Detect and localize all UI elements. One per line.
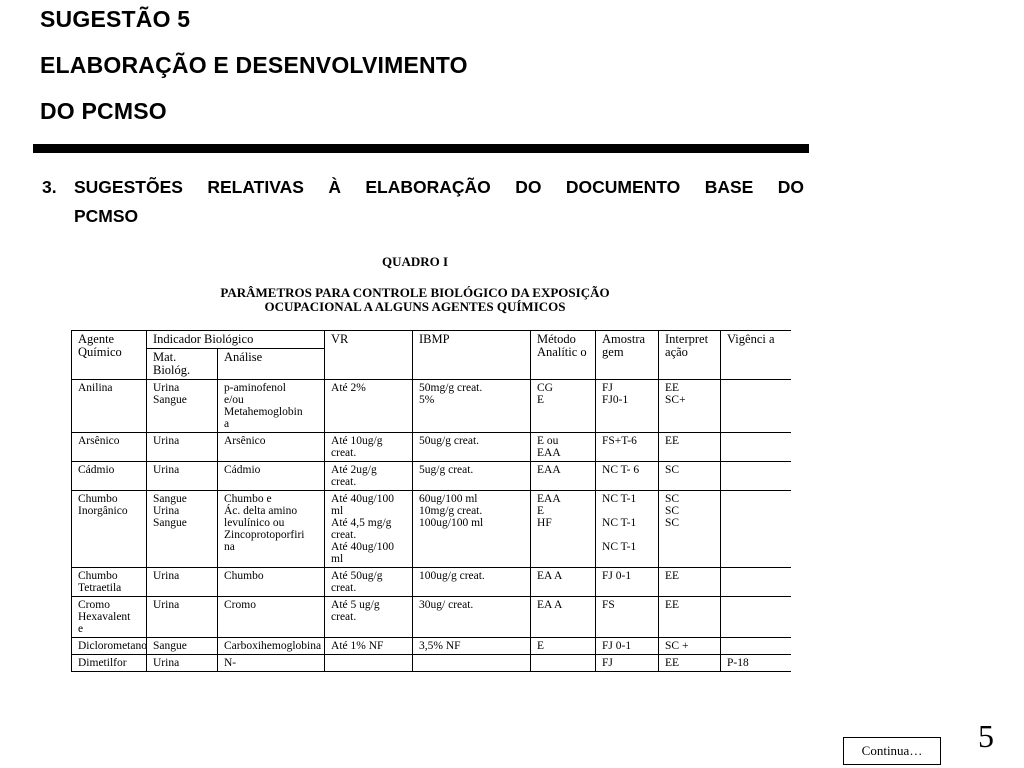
cell-interpret: EE [659,568,721,597]
table-row [72,568,792,597]
table-header-row [72,331,792,349]
cell-vigencia [721,433,791,462]
cell-metodo: EAA [531,462,596,491]
cell-agente: Dimetilfor [72,655,147,672]
cell-mat: Sangue [147,638,218,655]
table-row [72,433,792,462]
quadro-title: QUADRO I [381,254,449,269]
cell-amostra: FJ [596,655,659,672]
cell-agente: Arsênico [72,433,147,462]
cell-analise: Carboxihemoglobina [218,638,325,655]
cell-interpret: EE SC+ [659,380,721,433]
cell-ibmp: 30ug/ creat. [413,597,531,638]
quadro-subtitle-line-1: PARÂMETROS PARA CONTROLE BIOLÓGICO DA EXPOSIÇÃO [220,285,610,300]
table-row [72,491,792,568]
cell-mat: Urina [147,568,218,597]
cell-metodo: EA A [531,568,596,597]
cell-ibmp: 50ug/g creat. [413,433,531,462]
header-vigencia: Vigênci a [721,331,791,380]
heading-line-2: ELABORAÇÃO E DESENVOLVIMENTO [40,52,468,78]
parameters-table-wrapper [71,330,791,733]
cell-mat: Urina [147,655,218,672]
section-title [42,173,804,231]
cell-mat: Urina [147,462,218,491]
cell-agente: Chumbo Inorgânico [72,491,147,568]
cell-analise: p-aminofenol e/ou Metahemoglobin a [218,380,325,433]
cell-metodo [531,655,596,672]
cell-vr: Até 10ug/g creat. [325,433,413,462]
header-interpret: Interpret ação [659,331,721,380]
header-amostra: Amostra gem [596,331,659,380]
cell-interpret: EE [659,433,721,462]
cell-interpret: SC [659,462,721,491]
cell-vigencia [721,462,791,491]
heading-divider [33,144,809,153]
cell-interpret: EE [659,655,721,672]
cell-vigencia [721,638,791,655]
table-body [72,380,792,672]
header-ibmp: IBMP [413,331,531,380]
cell-agente: Cromo Hexavalent e [72,597,147,638]
cell-ibmp: 50mg/g creat. 5% [413,380,531,433]
cell-ibmp: 3,5% NF [413,638,531,655]
header-vr: VR [325,331,413,380]
cell-analise: N- [218,655,325,672]
cell-vigencia [721,568,791,597]
cell-mat: Urina Sangue [147,380,218,433]
header-analise: Análise [218,349,325,380]
continue-label: Continua… [843,737,941,765]
cell-agente: Chumbo Tetraetila [72,568,147,597]
cell-vr: Até 40ug/100 ml Até 4,5 mg/g creat. Até 40ug/100 ml [325,491,413,568]
cell-vr: Até 2% [325,380,413,433]
cell-interpret: SC SC SC [659,491,721,568]
cell-ibmp: 60ug/100 ml 10mg/g creat. 100ug/100 ml [413,491,531,568]
cell-analise: Chumbo e Ác. delta amino levulínico ou Zincoprotoporfiri na [218,491,325,568]
section-title-line-2: PCMSO [74,206,139,226]
cell-amostra: FJ FJ0-1 [596,380,659,433]
parameters-table [71,330,791,672]
header-indicador: Indicador Biológico [147,331,325,349]
cell-agente: Diclorometano [72,638,147,655]
section-title-line-1: SUGESTÕES RELATIVAS À ELABORAÇÃO DO DOCUMENTO BASE DO [74,177,804,197]
cell-vr [325,655,413,672]
cell-agente: Anilina [72,380,147,433]
table-row [72,638,792,655]
cell-metodo: EAA E HF [531,491,596,568]
cell-vigencia [721,597,791,638]
cell-amostra: FS [596,597,659,638]
cell-vr: Até 2ug/g creat. [325,462,413,491]
header-metodo: Método Analític o [531,331,596,380]
cell-metodo: EA A [531,597,596,638]
heading-line-1: SUGESTÃO 5 [40,6,191,32]
cell-vr: Até 5 ug/g creat. [325,597,413,638]
page-number: 5 [978,718,994,754]
cell-analise: Chumbo [218,568,325,597]
cell-interpret: EE [659,597,721,638]
quadro-subtitle-line-2: OCUPACIONAL A ALGUNS AGENTES QUÍMICOS [264,299,566,314]
cell-amostra: FJ 0-1 [596,568,659,597]
quadro-subtitle [190,286,640,314]
cell-ibmp: 5ug/g creat. [413,462,531,491]
cell-amostra: NC T- 6 [596,462,659,491]
cell-ibmp [413,655,531,672]
cell-interpret: SC + [659,638,721,655]
cell-vigencia [721,491,791,568]
header-agente: Agente Químico [72,331,147,380]
heading-line-3: DO PCMSO [40,98,167,124]
cell-amostra: FS+T-6 [596,433,659,462]
cell-vigencia: P-18 [721,655,791,672]
section-number: 3. [42,177,57,197]
cell-agente: Cádmio [72,462,147,491]
cell-metodo: E [531,638,596,655]
table-row [72,462,792,491]
cell-mat: Urina [147,433,218,462]
cell-amostra: NC T-1 NC T-1 NC T-1 [596,491,659,568]
cell-ibmp: 100ug/g creat. [413,568,531,597]
cell-amostra: FJ 0-1 [596,638,659,655]
table-row [72,380,792,433]
cell-vr: Até 1% NF [325,638,413,655]
cell-analise: Cádmio [218,462,325,491]
cell-metodo: CG E [531,380,596,433]
cell-mat: Sangue Urina Sangue [147,491,218,568]
cell-analise: Arsênico [218,433,325,462]
cell-vigencia [721,380,791,433]
cell-analise: Cromo [218,597,325,638]
table-row [72,655,792,672]
header-mat: Mat. Biológ. [147,349,218,380]
cell-vr: Até 50ug/g creat. [325,568,413,597]
cell-metodo: E ou EAA [531,433,596,462]
table-row [72,597,792,638]
cell-mat: Urina [147,597,218,638]
